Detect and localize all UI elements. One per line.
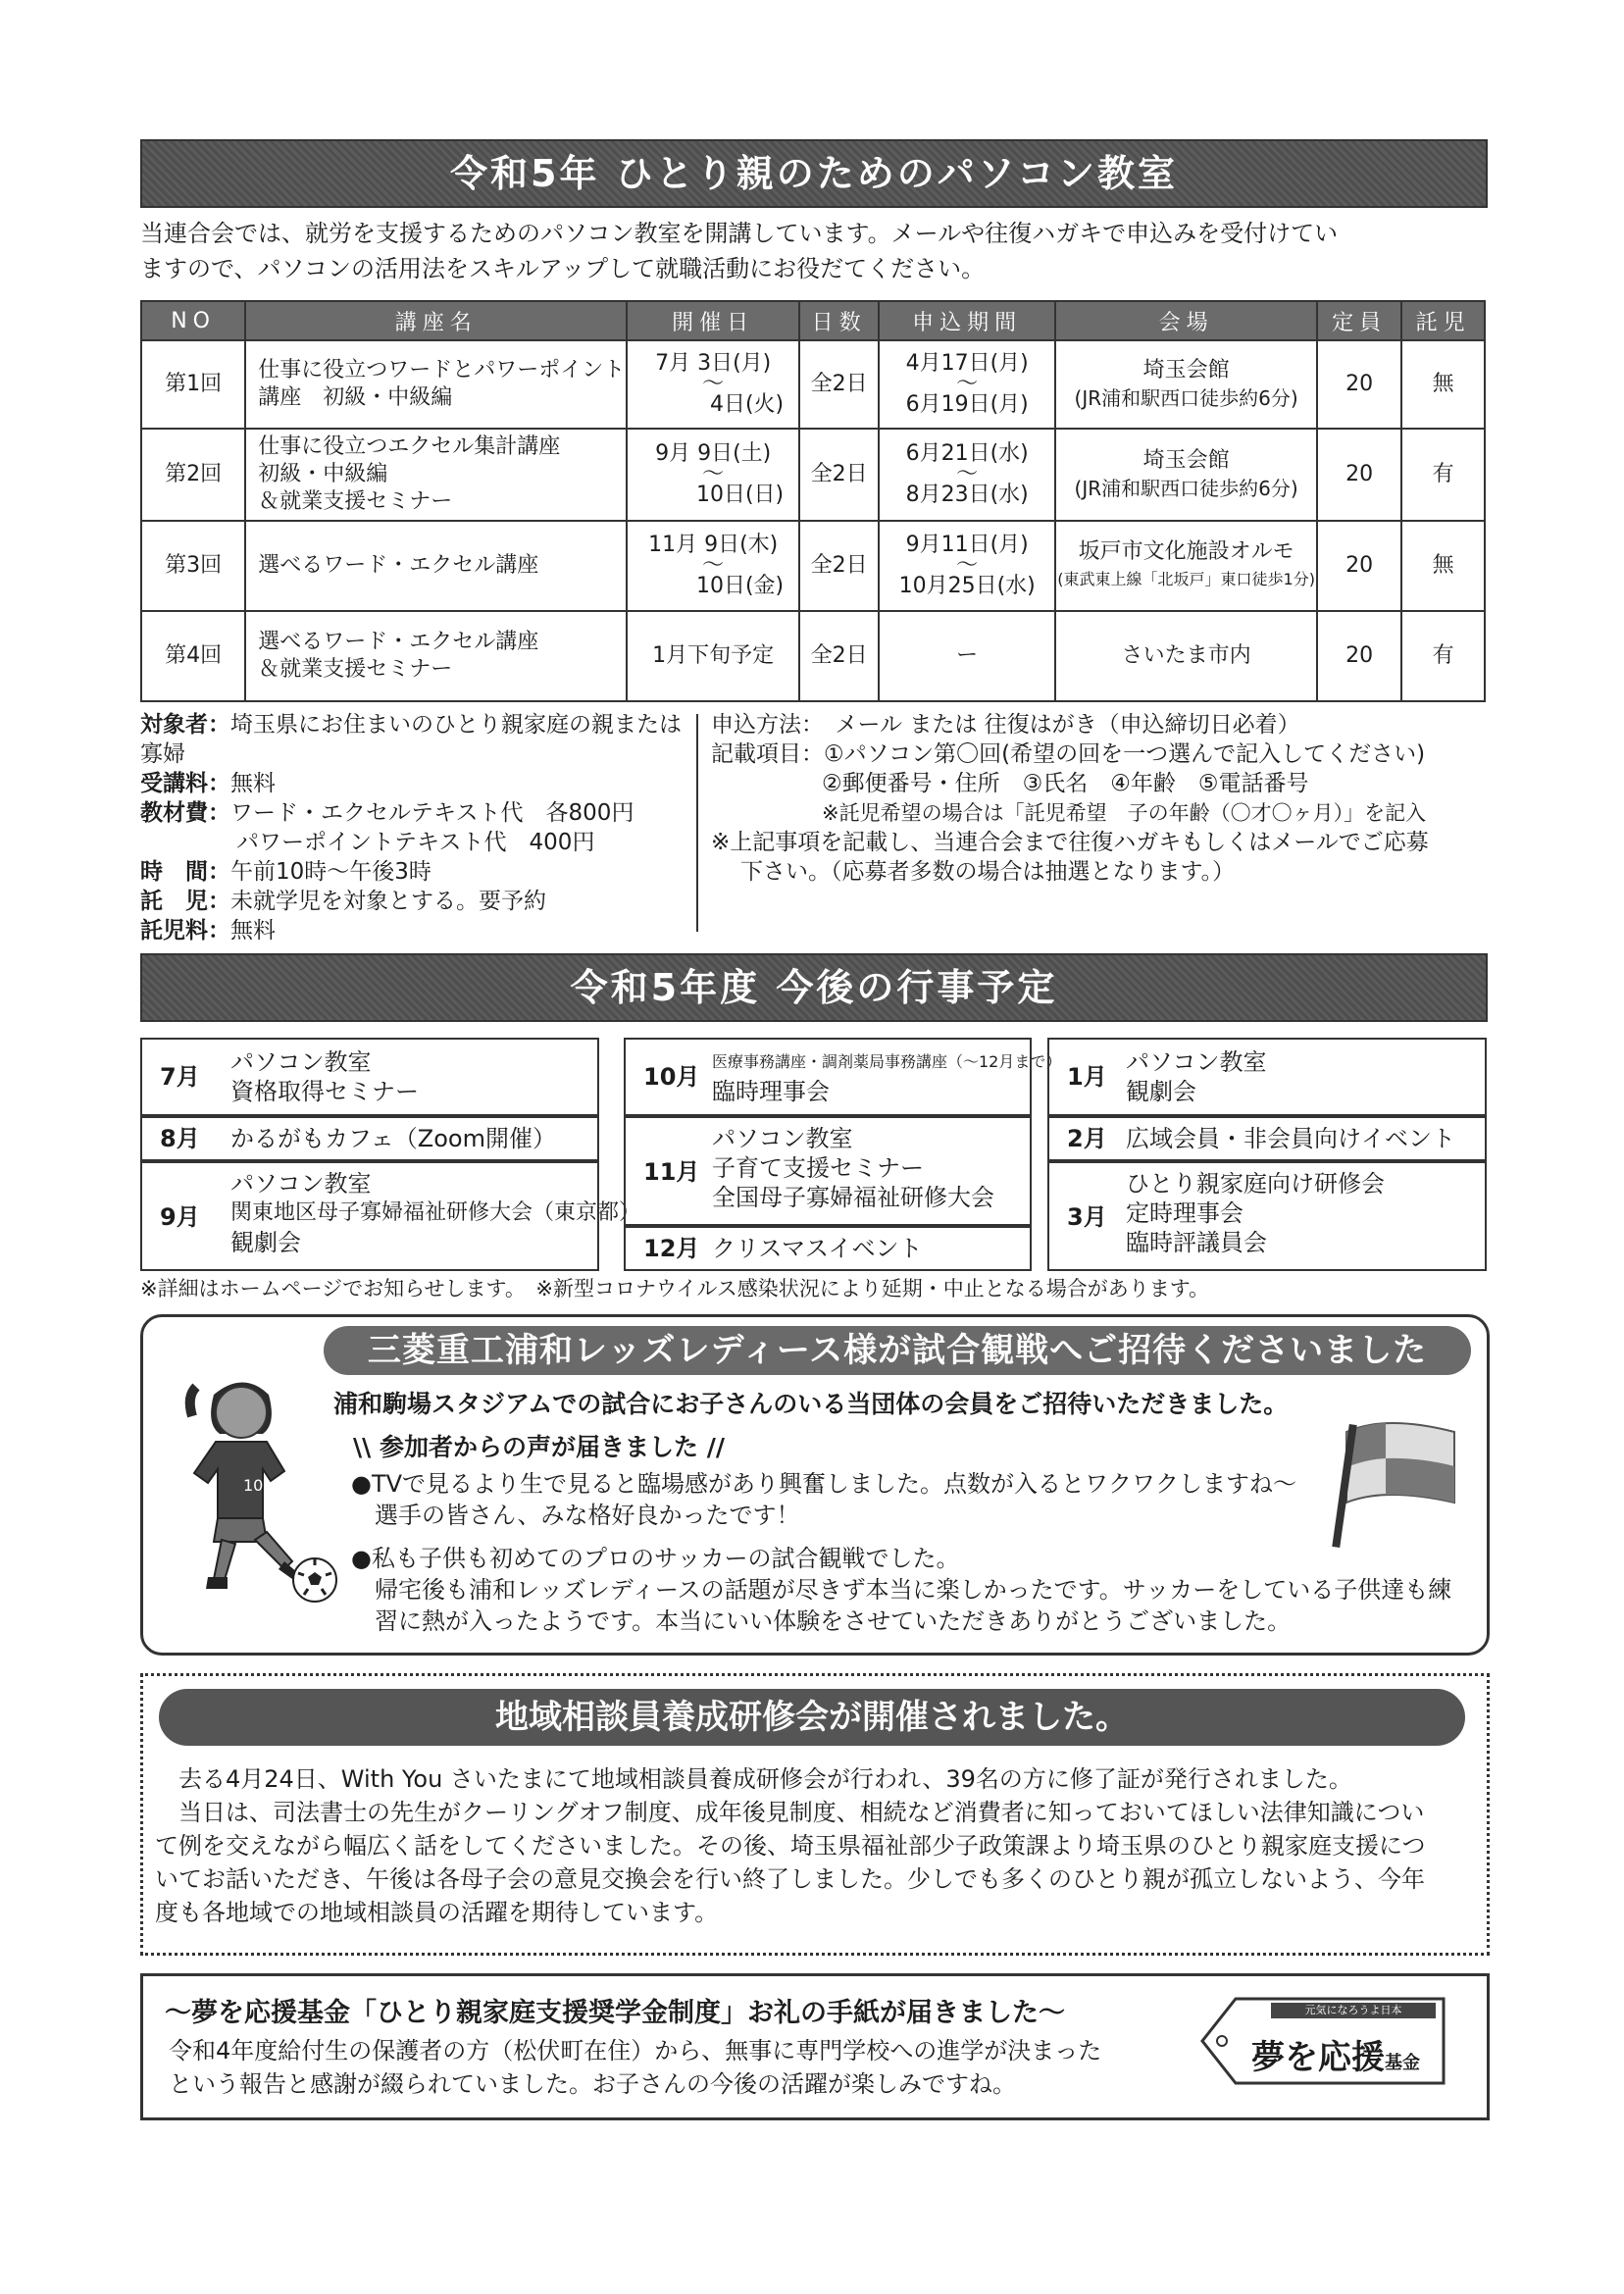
event-mar: 3月 ひとり親家庭向け研修会 定時理事会 臨時評議員会	[1047, 1161, 1487, 1271]
event-sep: 9月 パソコン教室 関東地区母子寡婦福祉研修大会（東京都） 観劇会	[140, 1161, 599, 1271]
table-row: 第1回 仕事に役立つワードとパワーポイント 講座 初級・中級編 7月 3日(月) 〜 4日(火) 全2日 4月17日(月) 〜 6月19日(月) 埼玉会館 (JR浦和駅西口徒歩約6分) 20 無	[141, 340, 1485, 429]
col-period: 申込期間	[879, 301, 1055, 340]
events-note: ※詳細はホームページでお知らせします。 ※新型コロナウイルス感染状況により延期・中止となる場合があります。	[140, 1277, 1210, 1300]
voices-heading: \\ 参加者からの声が届きました //	[353, 1433, 725, 1461]
col-days: 日数	[799, 301, 879, 340]
event-oct: 10月 医療事務講座・調剤薬局事務講座（〜12月まで） 臨時理事会	[624, 1038, 1032, 1116]
events-banner: 令和5年度 今後の行事予定	[140, 953, 1488, 1022]
course-header-row	[141, 301, 1485, 340]
table-row: 第3回 選べるワード・エクセル講座 11月 9日(木) 〜 10日(金) 全2日 9月11日(月) 〜 10月25日(水) 坂戸市文化施設オルモ (東武東上線「北坂戸」東口徒歩1分) 20 無	[141, 521, 1485, 611]
event-dec: 12月 クリスマスイベント	[624, 1226, 1032, 1271]
voice-mark-left: \\	[353, 1433, 372, 1461]
reds-title: 三菱重工浦和レッズレディース様が試合観戦へご招待くださいました	[324, 1326, 1471, 1375]
logo-tagline: 元気になろうよ日本	[1304, 2004, 1402, 2016]
fund-body: 令和4年度給付生の保護者の方（松伏町在住）から、無事に専門学校への進学が決まった という報告と感謝が綴られていました。お子さんの今後の活躍が楽しみですね。	[169, 2037, 1102, 2098]
event-nov: 11月 パソコン教室 子育て支援セミナー 全国母子寡婦福祉研修大会	[624, 1116, 1032, 1226]
training-body: 去る4月24日、With You さいたまにて地域相談員養成研修会が行われ、39名の方に修了証が発行されました。 当日は、司法書士の先生がクーリングオフ制度、成年後見制度、相続など消費者に知っておいてほしい法律知識につい て例を交えながら幅広く話をしてくださいました。その後、埼玉県福祉部少子政策課より埼玉県のひとり親家庭支援につ いてお話いただき、午後は各母子会の意見交換会を行い終了しました。少しでも多くのひとり親が孤立しないよう、今年 度も各地域での地域相談員の活躍を期待しています。	[155, 1765, 1426, 1926]
dream-fund-logo	[1196, 1991, 1451, 2091]
col-capacity: 定員	[1317, 301, 1401, 340]
table-row: 第4回 選べるワード・エクセル講座 ＆就業支援セミナー 1月下旬予定 全2日 ー さいたま市内 20 有	[141, 611, 1485, 701]
pc-class-intro: 当連合会では、就労を支援するためのパソコン教室を開講しています。メールや往復ハガキで申込みを受付けてい ますので、パソコンの活用法をスキルアップして就職活動にお役だてください。	[140, 220, 1339, 282]
col-venue: 会場	[1055, 301, 1317, 340]
checkered-flag-icon	[1319, 1402, 1466, 1550]
event-aug: 8月 かるがもカフェ（Zoom開催）	[140, 1116, 599, 1161]
event-jul: 7月 パソコン教室 資格取得セミナー	[140, 1038, 599, 1116]
pc-class-conditions: 対象者：埼玉県にお住まいのひとり親家庭の親または寡婦 受講料：無料 教材費：ワード・エクセルテキスト代 各800円 パワーポイントテキスト代 400円 時 間：午前10時〜午後3時 託 児：未就学児を対象とする。要予約 託児料：無料	[140, 712, 682, 943]
voice-mark-right: //	[706, 1433, 725, 1461]
logo-main-text: 夢を応援基金	[1251, 2038, 1420, 2077]
fund-title: 〜夢を応援基金「ひとり親家庭支援奨学金制度」お礼の手紙が届きました〜	[165, 1998, 1065, 2028]
col-name: 講座名	[245, 301, 627, 340]
jersey-number: 10	[243, 1476, 264, 1495]
voice-2: ●私も子供も初めてのプロのサッカーの試合観戦でした。 帰宅後も浦和レッズレディースの話題が尽きず本当に楽しかったです。サッカーをしている子供達も練 習に熱が入ったようです。本当にいい体験をさせていただきありがとうございました。	[351, 1545, 1452, 1635]
training-title: 地域相談員養成研修会が開催されました。	[159, 1689, 1465, 1746]
voice-1: ●TVで見るより生で見ると臨場感があり興奮しました。点数が入るとワクワクしますね〜 選手の皆さん、みな格好良かったです！	[351, 1470, 1297, 1529]
info-divider	[696, 714, 698, 932]
event-feb: 2月 広域会員・非会員向けイベント	[1047, 1116, 1487, 1161]
course-table	[140, 300, 1486, 702]
pc-class-application: 申込方法： メール または 往復はがき（申込締切日必着） 記載項目：①パソコン第〇回(希望の回を一つ選んで記入してください) ②郵便番号・住所 ③氏名 ④年齢 ⑤電話番号 ※託児希望の場合は「託児希望 子の年齢（〇才〇ヶ月）」を記入 ※上記事項を記載し、当連合会まで往復ハガキもしくはメールでご応募 下さい。（応募者多数の場合は抽選となります。）	[711, 712, 1429, 885]
soccer-ball-icon	[290, 1555, 339, 1605]
col-date: 開催日	[627, 301, 799, 340]
event-jan: 1月 パソコン教室 観劇会	[1047, 1038, 1487, 1116]
reds-intro: 浦和駒場スタジアムでの試合にお子さんのいる当団体の会員をご招待いただきました。	[333, 1390, 1289, 1418]
col-childcare: 託児	[1401, 301, 1485, 340]
table-row: 第2回 仕事に役立つエクセル集計講座 初級・中級編 ＆就業支援セミナー 9月 9日(土) 〜 10日(日) 全2日 6月21日(水) 〜 8月23日(水) 埼玉会館 (JR浦和駅西口徒歩約6分) 20 有	[141, 429, 1485, 521]
pc-class-banner: 令和5年 ひとり親のためのパソコン教室	[140, 139, 1488, 208]
col-no: NO	[141, 301, 245, 340]
